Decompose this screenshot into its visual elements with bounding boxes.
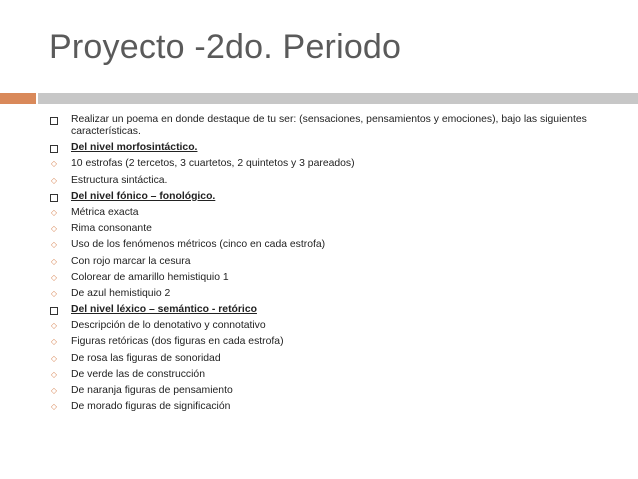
list-item-text: De verde las de construcción [71, 368, 205, 380]
list-item [49, 353, 609, 365]
list-item [49, 369, 609, 381]
square-bullet-icon [49, 192, 59, 202]
list-item-text: Colorear de amarillo hemistiquio 1 [71, 271, 229, 283]
section-heading [49, 142, 609, 154]
list-item-text: De naranja figuras de pensamiento [71, 385, 233, 396]
diamond-bullet-icon [49, 176, 59, 186]
diamond-bullet-icon [49, 386, 59, 396]
list-item-text: De rosa las figuras de sonoridad [71, 352, 221, 364]
list-item [49, 175, 609, 187]
list-item [49, 223, 609, 235]
square-bullet-icon [49, 143, 59, 153]
square-bullet-icon [49, 115, 59, 125]
diamond-bullet-icon [49, 273, 59, 283]
slide-title: Proyecto -2do. Periodo [49, 28, 402, 66]
list-item-text: Del nivel léxico – semántico - retórico [71, 304, 257, 316]
section-heading [49, 304, 609, 316]
list-item-text: Figuras retóricas (dos figuras en cada estrofa) [71, 336, 284, 348]
list-item-text: Del nivel fónico – fonológico. [71, 190, 216, 202]
list-item-text: Uso de los fenómenos métricos (cinco en cada estrofa) [71, 239, 326, 251]
list-item-text: Métrica exacta [71, 206, 139, 218]
diamond-bullet-icon [49, 354, 59, 364]
list-item-text: Estructura sintáctica. [71, 174, 168, 186]
list-item [49, 114, 609, 138]
list-item [49, 385, 609, 397]
list-item-text: Realizar un poema en donde destaque de tu ser: (sensaciones, pensamientos y emociones), bajo las siguientes características. [71, 114, 587, 137]
divider-bar [38, 93, 638, 104]
diamond-bullet-icon [49, 159, 59, 169]
list-item-text: Del nivel morfosintáctico. [71, 142, 198, 154]
list-item [49, 239, 609, 251]
list-item [49, 288, 609, 300]
bullet-list [49, 114, 609, 417]
list-item-text: Con rojo marcar la cesura [71, 255, 191, 267]
list-item [49, 320, 609, 332]
square-bullet-icon [49, 305, 59, 315]
diamond-bullet-icon [49, 257, 59, 267]
list-item-text: De morado figuras de significación [71, 401, 231, 413]
diamond-bullet-icon [49, 240, 59, 250]
list-item [49, 272, 609, 284]
list-item [49, 207, 609, 219]
list-item [49, 158, 609, 170]
list-item-text: Rima consonante [71, 223, 152, 235]
diamond-bullet-icon [49, 402, 59, 412]
list-item [49, 401, 609, 413]
list-item [49, 256, 609, 268]
section-heading [49, 191, 609, 203]
diamond-bullet-icon [49, 208, 59, 218]
diamond-bullet-icon [49, 289, 59, 299]
list-item-text: 10 estrofas (2 tercetos, 3 cuartetos, 2 quintetos y 3 pareados) [71, 158, 355, 170]
diamond-bullet-icon [49, 321, 59, 331]
accent-bar [0, 93, 36, 104]
diamond-bullet-icon [49, 337, 59, 347]
diamond-bullet-icon [49, 224, 59, 234]
list-item [49, 336, 609, 348]
list-item-text: Descripción de lo denotativo y connotativo [71, 320, 266, 332]
list-item-text: De azul hemistiquio 2 [71, 287, 171, 299]
diamond-bullet-icon [49, 370, 59, 380]
